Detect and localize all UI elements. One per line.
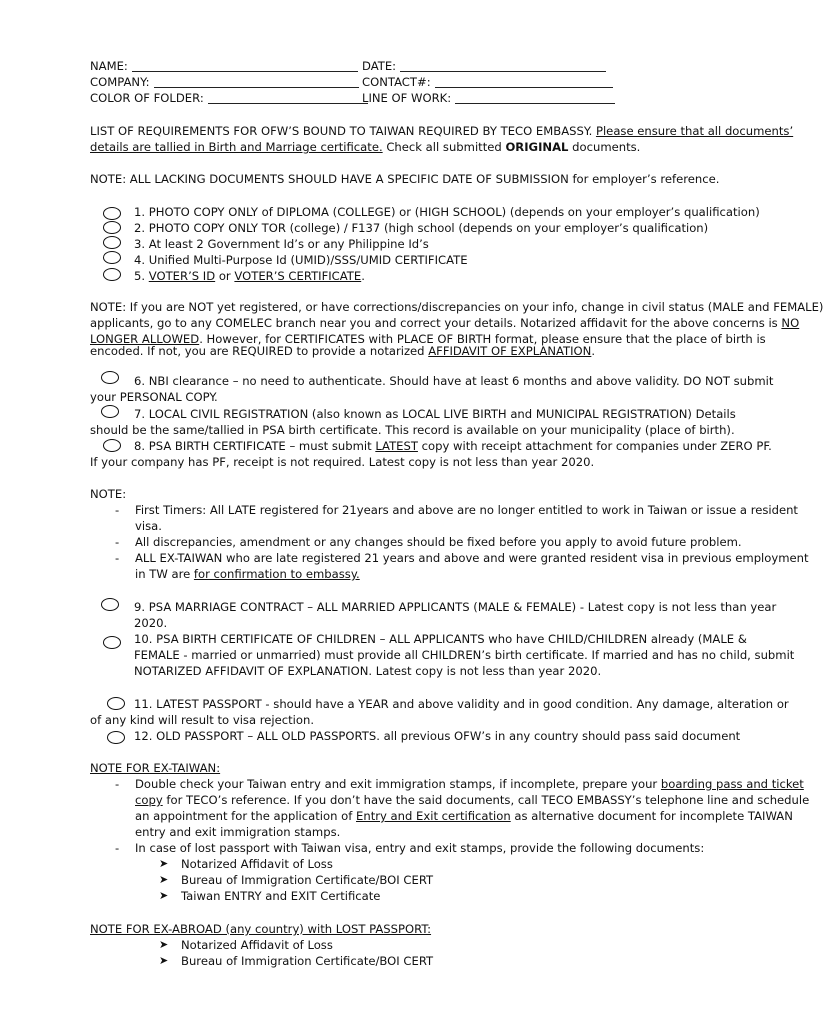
line-of-work-label: LINE OF WORK: [362,91,452,105]
item-7-line-1: 7. LOCAL CIVIL REGISTRATION (also known as LOCAL LIVE BIRTH and MUNICIPAL REGISTRATION) Details [134,407,736,421]
ex-taiwan-doc-3: Taiwan ENTRY and EXIT Certificate [181,889,381,903]
checkbox-item-1[interactable] [103,207,121,220]
ex-taiwan-doc-2: Bureau of Immigration Certificate/BOI CERT [181,873,434,887]
checkbox-item-10[interactable] [103,636,121,649]
dash-bullet: - [115,503,120,517]
arrow-bullet-icon: ➤ [159,873,169,886]
ex-abroad-doc-2: Bureau of Immigration Certificate/BOI CERT [181,954,434,968]
list-item-4: 4. Unified Multi-Purpose Id (UMID)/SSS/UMID CERTIFICATE [134,253,468,267]
intro-underlined-text-2: details are tallied in Birth and Marriage certificate. [90,140,383,154]
date-field-row [362,58,606,74]
checkbox-item-9[interactable] [101,598,119,611]
item-7-line-2: should be the same/tallied in PSA birth certificate. This record is available on your municipality (place of birth). [90,423,735,437]
list-item-3: 3. At least 2 Government Id’s or any Philippine Id’s [134,237,429,251]
note-lacking: NOTE: ALL LACKING DOCUMENTS SHOULD HAVE A SPECIFIC DATE OF SUBMISSION for employer’s reference. [90,172,720,186]
dash-bullet: - [115,777,120,791]
date-input[interactable] [400,59,606,72]
comelec-note-line-1: NOTE: If you are NOT yet registered, or have corrections/discrepancies on your info, change in civil status (MALE and FEMALE) [90,300,823,314]
line-of-work-field-row [362,90,615,106]
folder-input[interactable] [208,91,368,104]
arrow-bullet-icon: ➤ [159,938,169,951]
note-title: NOTE: [90,487,127,501]
note-bullet-3-line-2: in TW are for confirmation to embassy. [135,567,360,581]
item-11-line-2: of any kind will result to visa rejection. [90,713,315,727]
note-bullet-2: All discrepancies, amendment or any changes should be fixed before you apply to avoid future problem. [135,535,742,549]
item-11-line-1: 11. LATEST PASSPORT - should have a YEAR and above validity and in good condition. Any damage, alteration or [134,697,789,711]
item-10-line-1: 10. PSA BIRTH CERTIFICATE OF CHILDREN – ALL APPLICANTS who have CHILD/CHILDREN already (MALE & [134,632,747,646]
intro-text: LIST OF REQUIREMENTS FOR OFW’S BOUND TO TAIWAN REQUIRED BY TECO EMBASSY. [90,124,596,138]
company-label: COMPANY: [90,75,150,89]
intro-underlined-text: Please ensure that all documents’ [595,124,794,138]
company-input[interactable] [154,75,359,88]
ex-taiwan-d1-line-1: Double check your Taiwan entry and exit immigration stamps, if incomplete, prepare your boarding pass and ticket [135,777,804,791]
contact-field-row [362,74,613,90]
item-9-line-1: 9. PSA MARRIAGE CONTRACT – ALL MARRIED APPLICANTS (MALE & FEMALE) - Latest copy is not less than year [134,600,777,614]
intro-line-1 [90,123,793,139]
line-of-work-input[interactable] [455,91,615,104]
item-10-line-3: NOTARIZED AFFIDAVIT OF EXPLANATION. Latest copy is not less than year 2020. [134,664,602,678]
intro-text-3: documents. [568,140,641,154]
list-item-2: 2. PHOTO COPY ONLY TOR (college) / F137 (high school (depends on your employer’s qualification) [134,221,709,235]
folder-label: COLOR OF FOLDER: [90,91,204,105]
ex-taiwan-d1-line-2: copy for TECO’s reference. If you don’t have the said documents, call TECO EMBASSY’s telephone line and schedule [135,793,810,807]
item-9-line-2: 2020. [134,616,168,630]
checkbox-item-3[interactable] [103,236,121,249]
comelec-note-line-4: encoded. If not, you are REQUIRED to provide a notarized AFFIDAVIT OF EXPLANATION. [90,344,596,358]
checkbox-item-5[interactable] [103,268,121,281]
item-10-line-2: FEMALE - married or unmarried) must provide all CHILDREN’s birth certificate. If married and has no child, submit [134,648,795,662]
arrow-bullet-icon: ➤ [159,889,169,902]
comelec-note-line-3: LONGER ALLOWED. However, for CERTIFICATES with PLACE OF BIRTH format, please ensure that the place of birth is [90,332,766,346]
note-bullet-1-line-1: First Timers: All LATE registered for 21years and above are no longer entitled to work in Taiwan or issue a resident [135,503,798,517]
item-8-line-1: 8. PSA BIRTH CERTIFICATE – must submit LATEST copy with receipt attachment for companies under ZERO PF. [134,439,772,453]
list-item-1: 1. PHOTO COPY ONLY of DIPLOMA (COLLEGE) or (HIGH SCHOOL) (depends on your employer’s qualification) [134,205,760,219]
company-field-row [90,74,359,90]
arrow-bullet-icon: ➤ [159,954,169,967]
original-bold: ORIGINAL [505,140,569,154]
ex-abroad-title: NOTE FOR EX-ABROAD (any country) with LOST PASSPORT: [90,922,432,936]
name-field-row [90,58,358,74]
name-input[interactable] [132,59,358,72]
ex-abroad-doc-1: Notarized Affidavit of Loss [181,938,333,952]
checkbox-item-12[interactable] [107,731,125,744]
dash-bullet: - [115,841,120,855]
checkbox-item-6[interactable] [101,371,119,384]
item-12: 12. OLD PASSPORT – ALL OLD PASSPORTS. all previous OFW’s in any country should pass said document [134,729,741,743]
contact-label: CONTACT#: [362,75,431,89]
date-label: DATE: [362,59,397,73]
ex-taiwan-d1-line-3: an appointment for the application of Entry and Exit certification as alternative document for incomplete TAIWAN [135,809,793,823]
folder-field-row [90,90,368,106]
list-item-5: 5. VOTER’S ID or VOTER’S CERTIFICATE. [134,269,365,283]
intro-text-2: Check all submitted [382,140,506,154]
ex-taiwan-d1-line-4: entry and exit immigration stamps. [135,825,341,839]
voters-id: VOTER’S ID [148,269,216,283]
item-8-line-2: If your company has PF, receipt is not required. Latest copy is not less than year 2020. [90,455,595,469]
dash-bullet: - [115,535,120,549]
intro-line-2 [90,139,640,155]
checkbox-item-2[interactable] [103,221,121,234]
dash-bullet: - [115,551,120,565]
comelec-note-line-2: applicants, go to any COMELEC branch near you and correct your details. Notarized affidavit for the above concerns is NO [90,316,800,330]
note-bullet-3-line-1: ALL EX-TAIWAN who are late registered 21 years and above and were granted resident visa in previous employment [135,551,809,565]
latest-underlined: LATEST [375,439,418,453]
name-label: NAME: [90,59,128,73]
checkbox-item-4[interactable] [103,251,121,264]
checkbox-item-7[interactable] [101,405,119,418]
ex-taiwan-title: NOTE FOR EX-TAIWAN: [90,761,221,775]
affidavit-of-explanation: AFFIDAVIT OF EXPLANATION [428,344,592,358]
item-6-line-1: 6. NBI clearance – no need to authenticate. Should have at least 6 months and above validity. DO NOT submit [134,374,774,388]
checkbox-item-11[interactable] [107,697,125,710]
contact-input[interactable] [435,75,613,88]
note-bullet-1-line-2: visa. [135,519,162,533]
ex-taiwan-d2: In case of lost passport with Taiwan visa, entry and exit stamps, provide the following documents: [135,841,705,855]
ex-taiwan-doc-1: Notarized Affidavit of Loss [181,857,333,871]
item-6-line-2: your PERSONAL COPY. [90,390,218,404]
arrow-bullet-icon: ➤ [159,857,169,870]
checkbox-item-8[interactable] [103,439,121,452]
voters-certificate: VOTER’S CERTIFICATE [234,269,362,283]
